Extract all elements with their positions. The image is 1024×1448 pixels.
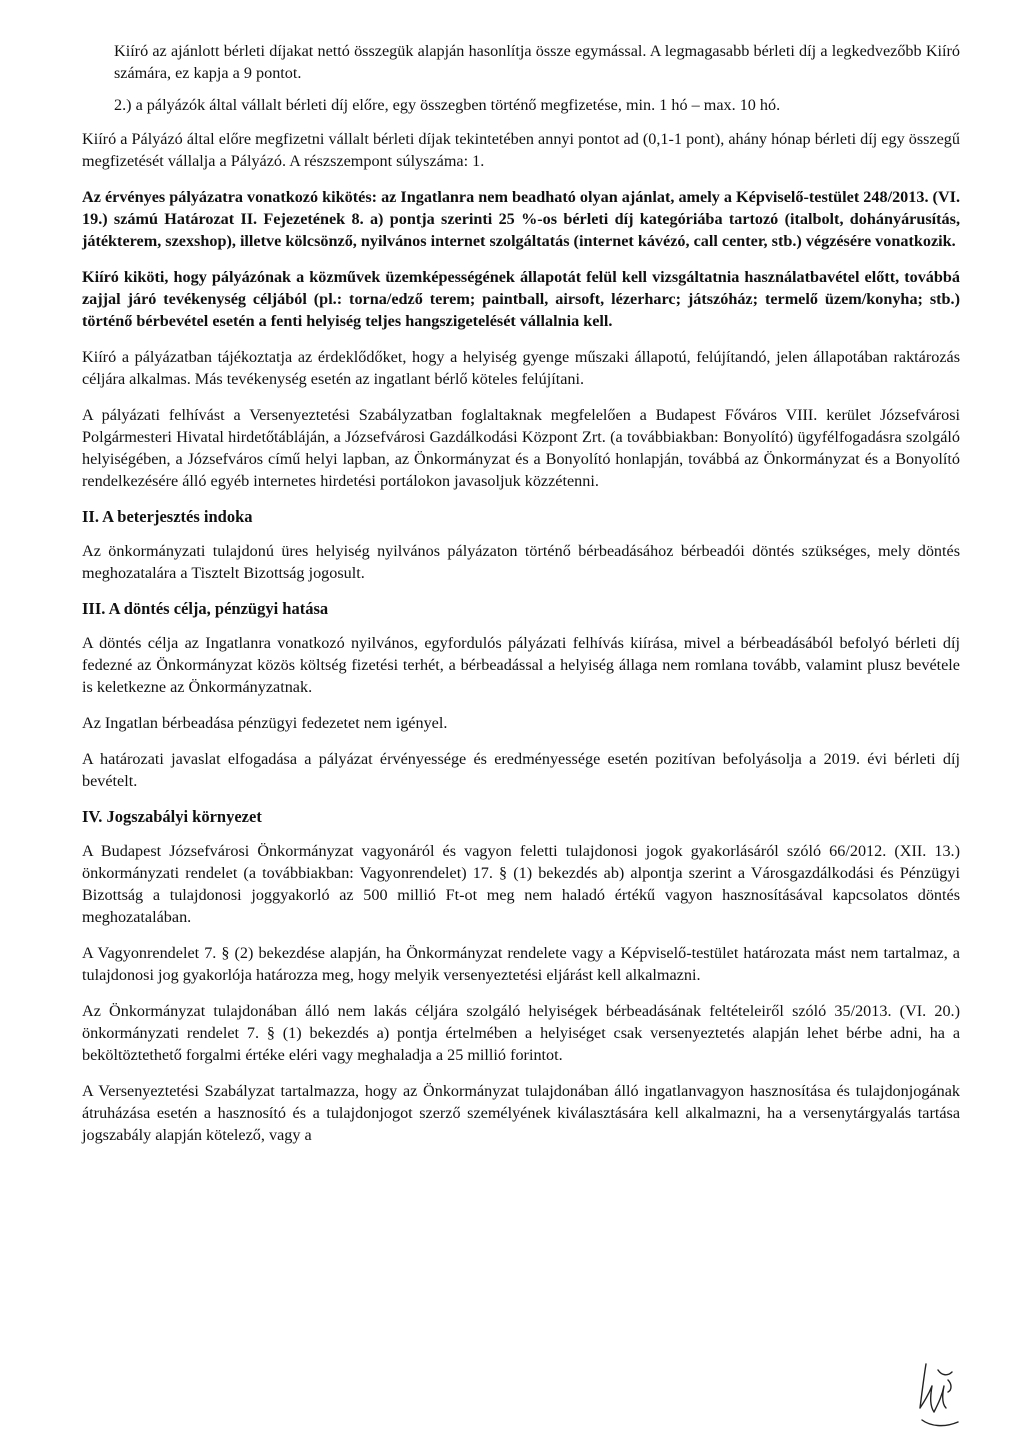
paragraph-information: Kiíró a pályázatban tájékoztatja az érdeklődőket, hogy a helyiség gyenge műszaki állapotú, felújítandó, jelen állapotában raktározás céljára alkalmas. Más tevékenység esetén az ingatlant bérlő köteles felújítani. [82, 348, 960, 388]
section-heading-IV: IV. Jogszabályi környezet [82, 807, 262, 826]
paragraph-intro: Kiíró az ajánlott bérleti díjakat nettó összegük alapján hasonlítja össze egymással. A legmagasabb bérleti díj a legkedvezőbb Kiíró számára, ez kapja a 9 pontot. [114, 42, 960, 82]
paragraph-points: Kiíró a Pályázó által előre megfizetni vállalt bérleti díjak tekintetében annyi pontot ad (0,1-1 pont), ahány hónap bérleti díj egy összegű megfizetését vállalja a Pályázó. A részszempont súlyszáma: 1. [82, 130, 960, 170]
paragraph-publication: A pályázati felhívást a Versenyeztetési Szabályzatban foglaltaknak megfelelően a Budapest Főváros VIII. kerület Józsefvárosi Polgármesteri Hivatal hirdetőtábláján, a Józsefvárosi Gazdálkodási Központ Zrt. (a továbbiakban: Bonyolító) ügyfélfogadásra szolgáló helyiségében, a Józsefváros című helyi lapban, az Önkormányzat és a Bonyolító honlapján, továbbá az Önkormányzat és a Bonyolító rendelkezésére álló egyéb internetes hirdetési portálokon javasoljuk közzétenni. [82, 406, 960, 490]
paragraph-IV-3: Az Önkormányzat tulajdonában álló nem lakás céljára szolgáló helyiségek bérbeadásának feltételeiről szóló 35/2013. (VI. 20.) önkormányzati rendelet 7. § (1) bekezdés a) pontja értelmében a helyiséget csak versenyeztetés alapján lehet bérbe adni, ha a beköltöztethető forgalmi értéke eléri vagy meghaladja a 25 millió forintot. [82, 1002, 960, 1064]
paragraph-condition-bold: Az érvényes pályázatra vonatkozó kikötés: az Ingatlanra nem beadható olyan ajánlat, amely a Képviselő-testület 248/2013. (VI. 19.) számú Határozat II. Fejezetének 8. a) pontja szerinti 25 %-os bérleti díj kategóriába tartozó (italbolt, dohányárusítás, játékterem, szexshop), illetve kölcsönző, nyilvános internet szolgáltatás (internet kávézó, call center, stb.) végzésére vonatkozik. [82, 188, 960, 250]
section-heading-II: II. A beterjesztés indoka [82, 507, 253, 526]
paragraph-III-2: Az Ingatlan bérbeadása pénzügyi fedezetet nem igényel. [82, 714, 448, 732]
list-item-2: 2.) a pályázók által vállalt bérleti díj előre, egy összegben történő megfizetése, min. 1 hó – max. 10 hó. [114, 96, 781, 114]
paragraph-IV-1: A Budapest Józsefvárosi Önkormányzat vagyonáról és vagyon feletti tulajdonosi jogok gyakorlásáról szóló 66/2012. (XII. 13.) önkormányzati rendelet (a továbbiakban: Vagyonrendelet) 17. § (1) bekezdés ab) alpontja szerint a Városgazdálkodási és Pénzügyi Bizottság a tulajdonosi joggyakorló az 500 millió Ft-ot meg nem haladó értékű vagyon hasznosításával kapcsolatos döntés meghozatalában. [82, 842, 960, 926]
paragraph-IV-2: A Vagyonrendelet 7. § (2) bekezdése alapján, ha Önkormányzat rendelete vagy a Képviselő-testület határozata mást nem tartalmaz, a tulajdonosi jog gyakorlója határozza meg, hogy melyik versenyeztetési eljárást kell alkalmazni. [82, 944, 960, 984]
paragraph-II: Az önkormányzati tulajdonú üres helyiség nyilvános pályázaton történő bérbeadásához bérbeadói döntés szükséges, mely döntés meghozatalára a Tisztelt Bizottság jogosult. [82, 542, 960, 582]
document-page [82, 40, 960, 1160]
paragraph-III-3: A határozati javaslat elfogadása a pályázat érvényessége és eredményessége esetén pozitívan befolyásolja a 2019. évi bérleti díj bevételt. [82, 750, 960, 790]
signature-initials-icon [908, 1356, 968, 1436]
paragraph-stipulation-bold: Kiíró kiköti, hogy pályázónak a közművek üzemképességének állapotát felül kell vizsgáltatnia használatbavétel előtt, továbbá zajjal járó tevékenység céljából (pl.: torna/edző terem; paintball, airsoft, lézerharc; játszóház; termelő üzem/konyha; stb.) történő bérbevétel esetén a fenti helyiség teljes hangszigetelését vállalnia kell. [82, 268, 960, 330]
paragraph-III-1: A döntés célja az Ingatlanra vonatkozó nyilvános, egyfordulós pályázati felhívás kiírása, mivel a bérbeadásából befolyó bérleti díj fedezné az Önkormányzat közös költség fizetési terhét, a bérbeadással a helyiség állaga nem romlana tovább, valamint plusz bevétele is keletkezne az Önkormányzatnak. [82, 634, 960, 696]
paragraph-IV-4: A Versenyeztetési Szabályzat tartalmazza, hogy az Önkormányzat tulajdonában álló ingatlanvagyon hasznosítása és tulajdonjogának átruházása esetén a hasznosító és a tulajdonjogot szerző személyének kiválasztására kell alkalmazni, ha a versenytárgyalás tartása jogszabály alapján kötelező, vagy a [82, 1082, 960, 1144]
section-heading-III: III. A döntés célja, pénzügyi hatása [82, 599, 329, 618]
